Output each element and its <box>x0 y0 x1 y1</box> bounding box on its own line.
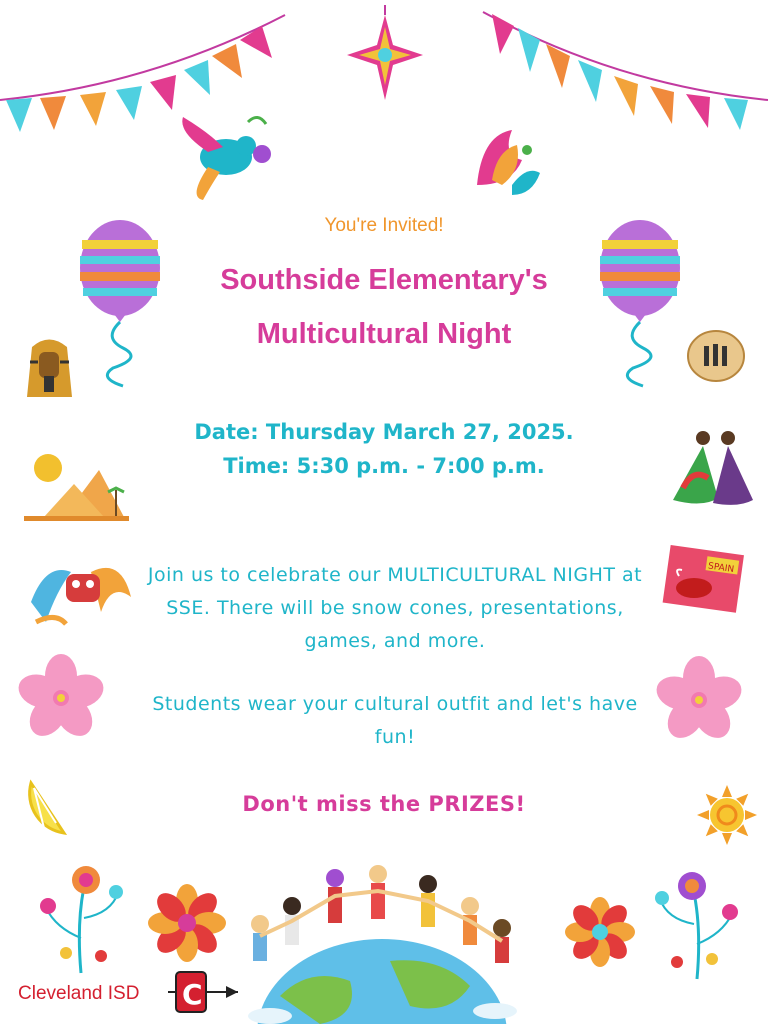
page-title-line1: Southside Elementary's <box>220 264 548 296</box>
outfit-paragraph: Students wear your cultural outfit and let's have fun! <box>152 693 638 748</box>
cleveland-logo-icon <box>168 970 240 1014</box>
flower-red-icon <box>148 884 226 962</box>
bird-icon <box>178 112 278 202</box>
description-paragraph: Join us to celebrate our MULTICULTURAL NIGHT at SSE. There will be snow cones, presentations, games, and more. <box>147 564 643 652</box>
floral-right-icon <box>652 864 742 984</box>
spain-sign: SPAIN <box>707 561 735 576</box>
balloon-right-icon <box>598 218 683 388</box>
flower-pink-right-icon <box>654 658 744 743</box>
flower-orange-icon <box>566 896 634 968</box>
kids-globe-icon <box>240 866 525 1024</box>
event-date: Date: Thursday March 27, 2025. <box>194 420 574 444</box>
rooster-icon <box>472 125 542 200</box>
district-name: Cleveland ISD <box>18 983 140 1004</box>
lion-dance-icon <box>26 552 136 630</box>
invite-eyebrow: You're Invited! <box>324 215 444 236</box>
balloon-left-icon <box>78 218 163 388</box>
prizes-callout: Don't miss the PRIZES! <box>242 792 526 816</box>
event-time: Time: 5:30 p.m. - 7:00 p.m. <box>223 454 545 478</box>
page-title-line2: Multicultural Night <box>256 318 512 350</box>
flower-pink-left-icon <box>16 656 106 741</box>
bunting-right-icon <box>478 0 768 140</box>
spain-bull-icon <box>664 546 744 616</box>
floral-left-icon <box>36 858 126 978</box>
star-ornament-icon <box>345 5 425 105</box>
logo-letter: C <box>182 978 203 1011</box>
